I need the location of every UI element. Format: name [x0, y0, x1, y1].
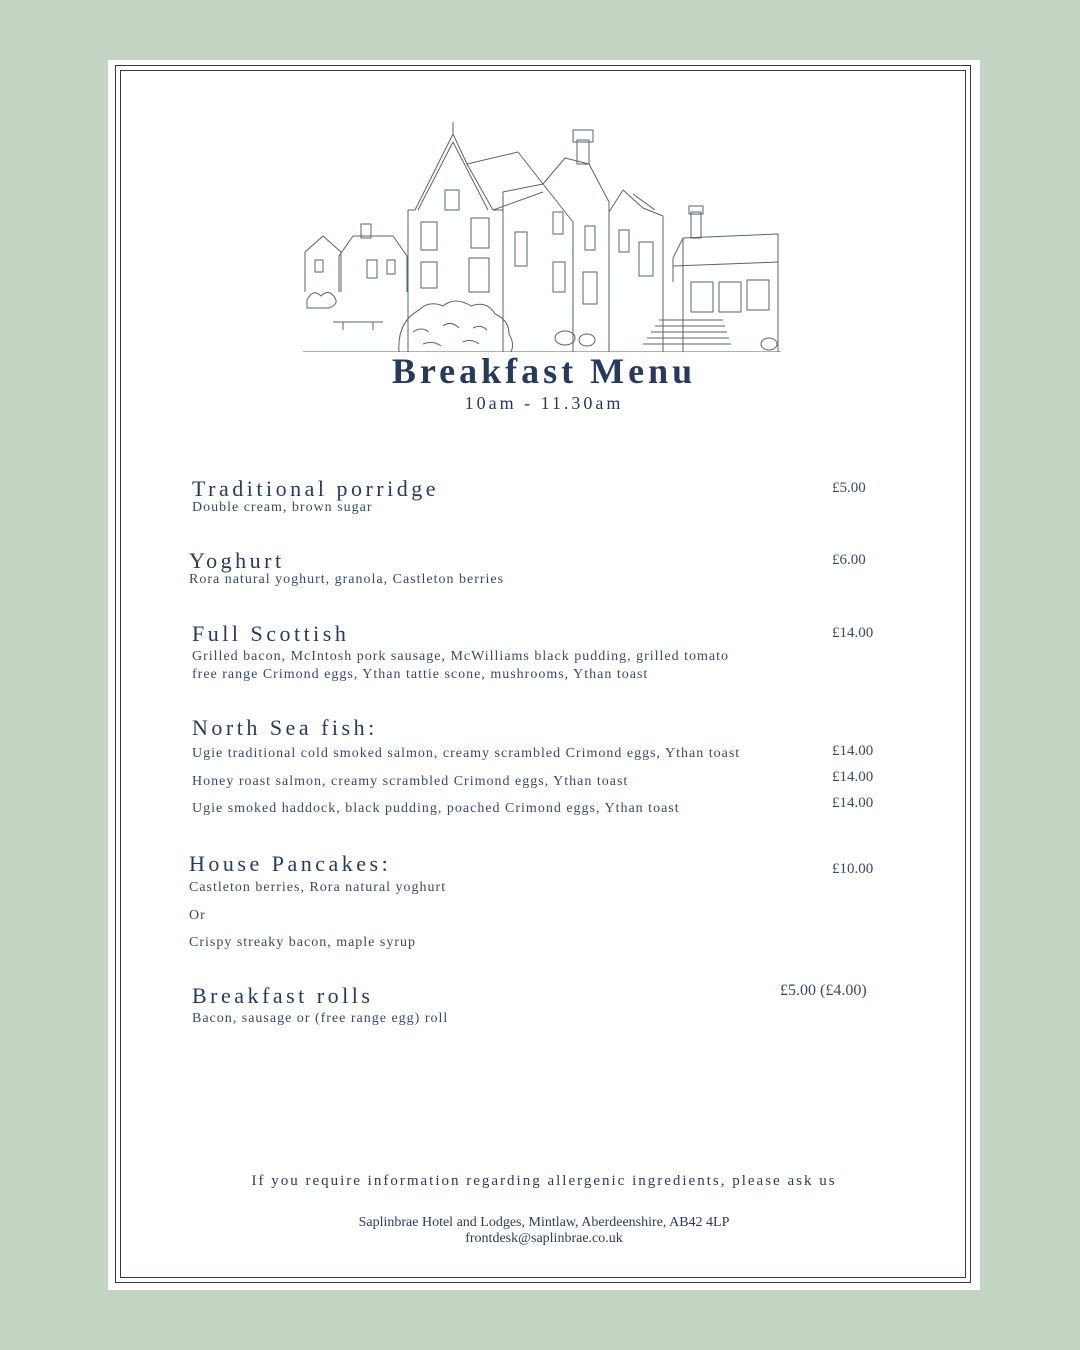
fish-option-2-desc: Honey roast salmon, creamy scrambled Crimond eggs, Ythan toast [192, 774, 629, 789]
fish-option-2-price: £14.00 [832, 769, 874, 785]
item-pancakes-desc-2: Crispy streaky bacon, maple syrup [189, 935, 417, 950]
item-pancakes-name: House Pancakes: [189, 851, 392, 876]
item-pancakes-price: £10.00 [832, 861, 874, 877]
item-porridge-desc: Double cream, brown sugar [192, 500, 373, 515]
service-hours: 10am - 11.30am [464, 393, 624, 413]
item-porridge-price: £5.00 [832, 480, 866, 496]
menu-title: Breakfast Menu [391, 351, 697, 391]
item-breakfast-rolls-name: Breakfast rolls [192, 983, 374, 1008]
item-breakfast-rolls-price: £5.00 (£4.00) [780, 982, 867, 999]
item-north-sea-fish-name: North Sea fish: [192, 715, 378, 740]
fish-option-3-price: £14.00 [832, 795, 874, 811]
allergen-notice: If you require information regarding allergenic ingredients, please ask us [251, 1173, 837, 1189]
hotel-address: Saplinbrae Hotel and Lodges, Mintlaw, Aberdeenshire, AB42 4LP [358, 1215, 730, 1230]
item-full-scottish-desc-2: free range Crimond eggs, Ythan tattie scone, mushrooms, Ythan toast [192, 667, 649, 682]
fish-option-3-desc: Ugie smoked haddock, black pudding, poached Crimond eggs, Ythan toast [192, 801, 680, 816]
fish-option-1-price: £14.00 [832, 743, 874, 759]
item-full-scottish-price: £14.00 [832, 625, 874, 641]
item-full-scottish-name: Full Scottish [192, 621, 350, 646]
fish-option-1-desc: Ugie traditional cold smoked salmon, creamy scrambled Crimond eggs, Ythan toast [192, 746, 741, 761]
hotel-address-block [108, 1215, 980, 1247]
item-pancakes-or: Or [189, 908, 206, 923]
menu-sheet [108, 60, 980, 1290]
item-yoghurt-name: Yoghurt [189, 548, 285, 573]
item-pancakes-desc-1: Castleton berries, Rora natural yoghurt [189, 880, 447, 895]
item-breakfast-rolls-desc: Bacon, sausage or (free range egg) roll [192, 1011, 449, 1026]
item-porridge-name: Traditional porridge [192, 476, 439, 501]
hotel-building-illustration [303, 112, 783, 352]
item-full-scottish-desc-1: Grilled bacon, McIntosh pork sausage, McWilliams black pudding, grilled tomato [192, 649, 730, 664]
hotel-email: frontdesk@saplinbrae.co.uk [465, 1231, 623, 1246]
item-yoghurt-price: £6.00 [832, 552, 866, 568]
item-yoghurt-desc: Rora natural yoghurt, granola, Castleton berries [189, 572, 505, 587]
